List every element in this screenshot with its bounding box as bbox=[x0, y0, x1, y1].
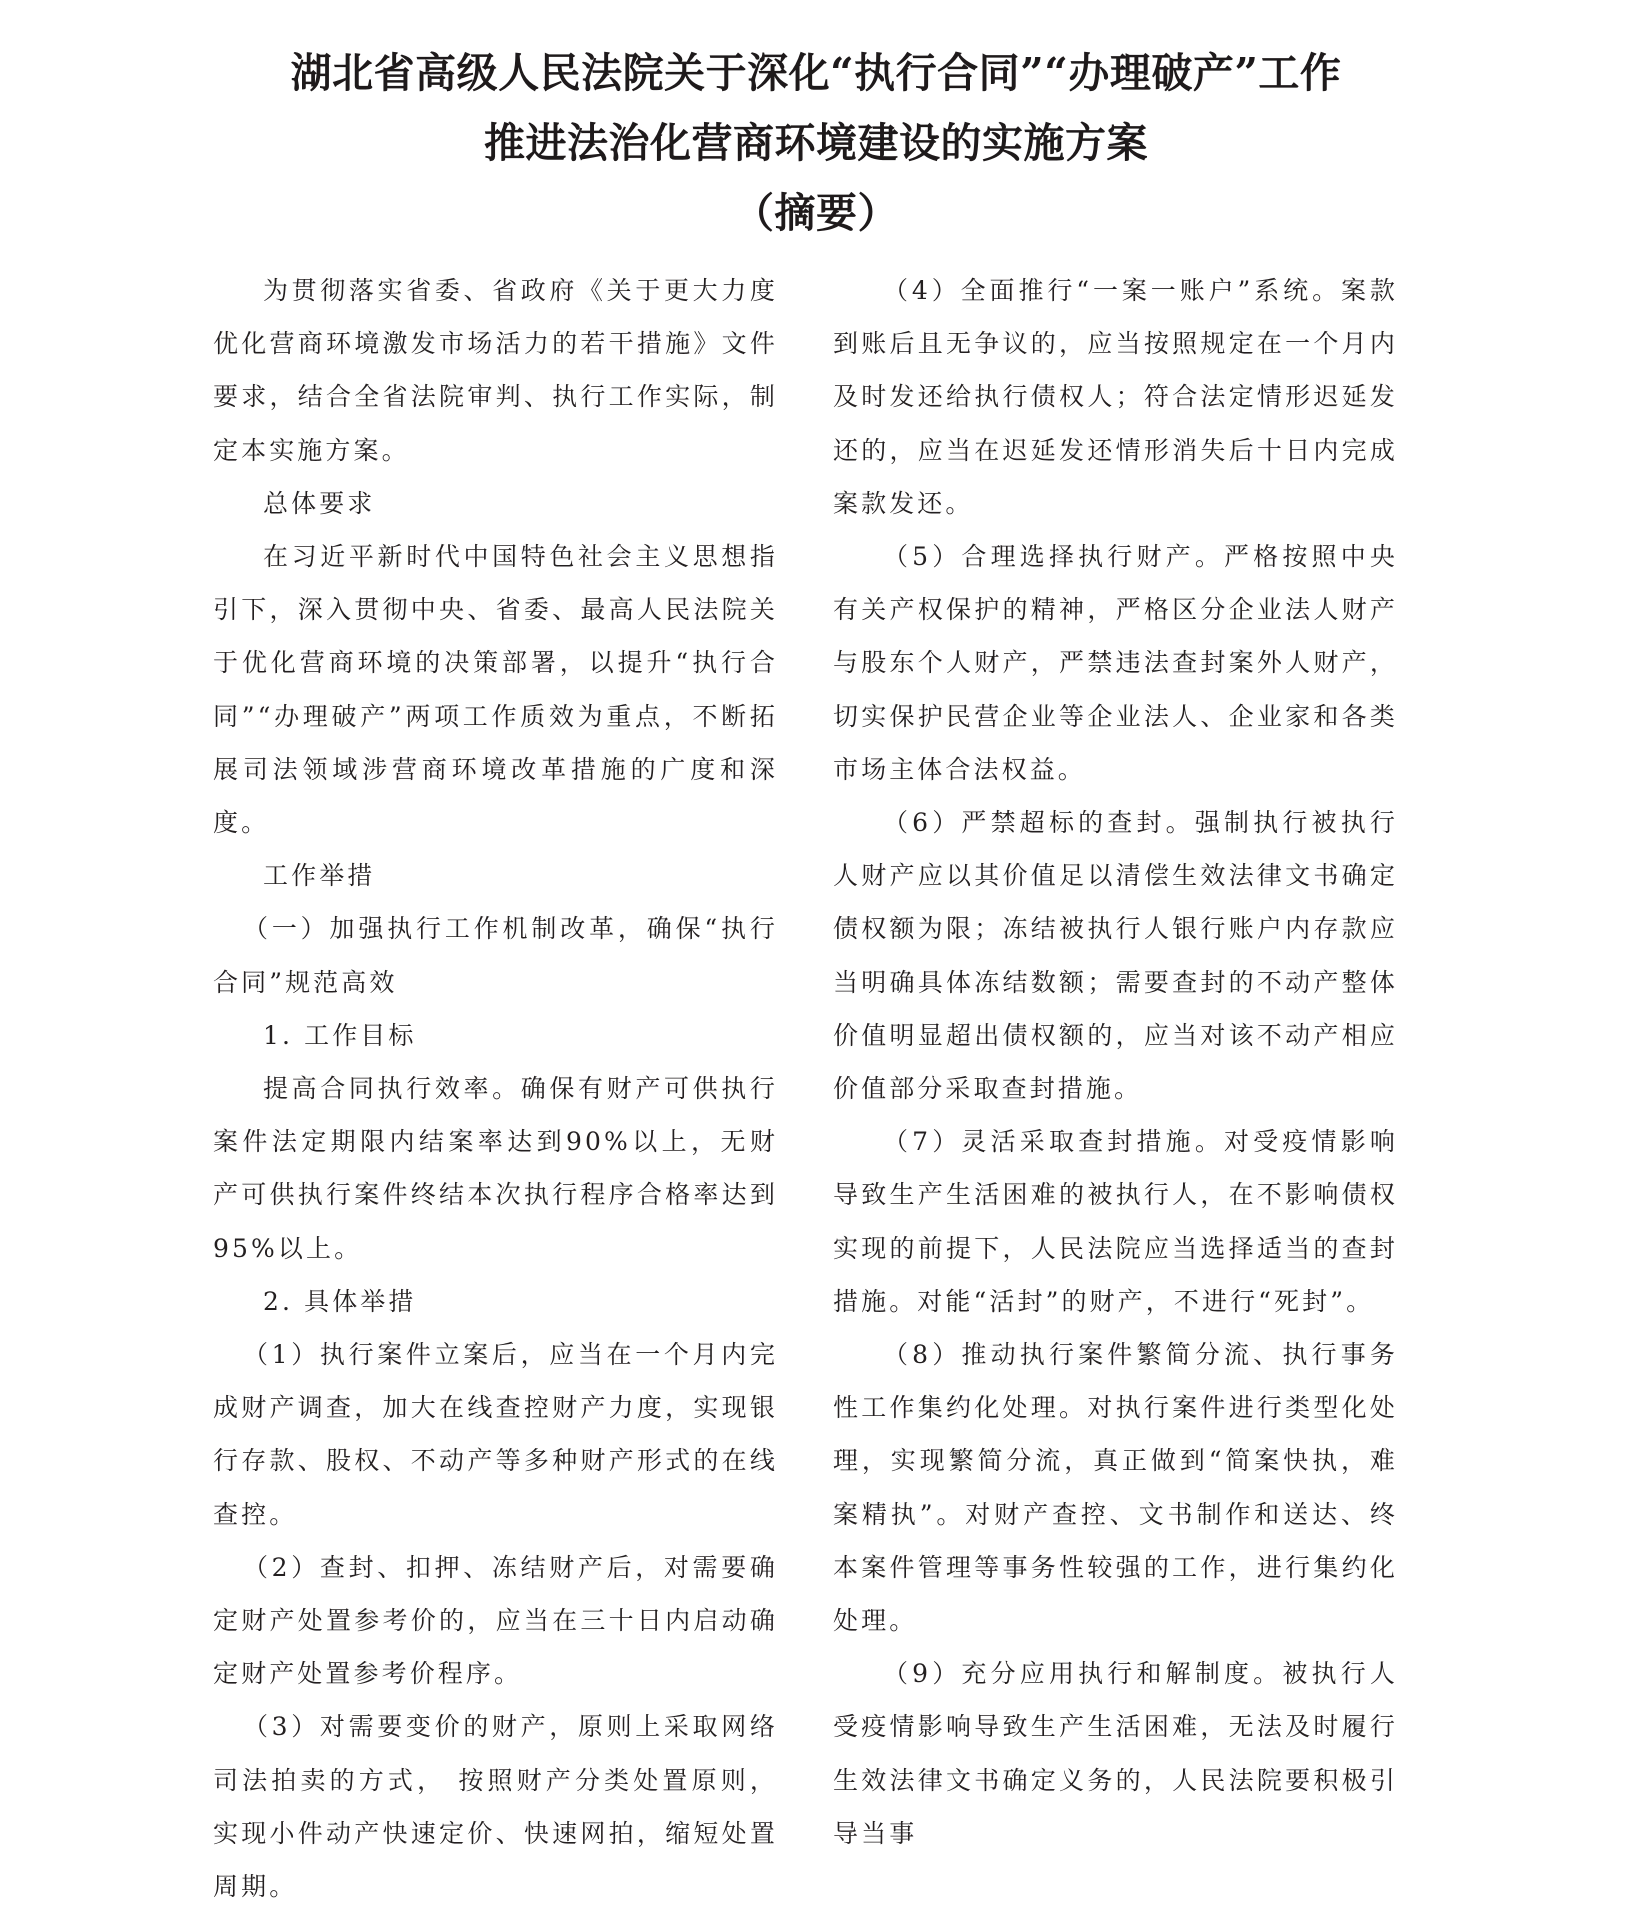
subsection-heading-1: （一）加强执行工作机制改革，确保“执行合同”规范高效 bbox=[213, 914, 778, 997]
measure-item-6: （6）严禁超标的查封。强制执行被执行人财产应以其价值足以清偿生效法律文书确定债权额为限；冻结被执行人银行账户内存款应当明确具体冻结数额；需要查封的不动产整体价值明显超出债权额的，应当对该不动产相应价值部分采取查封措施。 bbox=[833, 808, 1398, 1104]
document-title bbox=[0, 38, 1632, 248]
measure-item-5: （5）合理选择执行财产。严格按照中央有关产权保护的精神，严格区分企业法人财产与股东个人财产，严禁违法查封案外人财产，切实保护民营企业等企业法人、企业家和各类市场主体合法权益。 bbox=[833, 542, 1398, 784]
intro-paragraph: 为贯彻落实省委、省政府《关于更大力度优化营商环境激发市场活力的若干措施》文件要求，结合全省法院审判、执行工作实际，制定本实施方案。 bbox=[213, 276, 778, 465]
measure-item-1: （1）执行案件立案后，应当在一个月内完成财产调查，加大在线查控财产力度，实现银行存款、股权、不动产等多种财产形式的在线查控。 bbox=[213, 1340, 778, 1529]
measure-item-9: （9）充分应用执行和解制度。被执行人受疫情影响导致生产生活困难，无法及时履行生效法律文书确定义务的，人民法院要积极引导当事 bbox=[833, 1659, 1398, 1848]
title-line-3: （摘要） bbox=[733, 189, 899, 237]
measure-item-4: （4）全面推行“一案一账户”系统。案款到账后且无争议的，应当按照规定在一个月内及时发还给执行债权人；符合法定情形迟延发还的，应当在迟延发还情形消失后十日内完成案款发还。 bbox=[833, 276, 1398, 518]
measures-heading: 2. 具体举措 bbox=[263, 1286, 417, 1316]
measure-item-8: （8）推动执行案件繁简分流、执行事务性工作集约化处理。对执行案件进行类型化处理，实现繁简分流，真正做到“简案快执，难案精执”。对财产查控、文书制作和送达、终本案件管理等事务性较强的工作，进行集约化处理。 bbox=[833, 1340, 1398, 1636]
measure-item-3: （3）对需要变价的财产，原则上采取网络司法拍卖的方式， 按照财产分类处置原则，实现小件动产快速定价、快速网拍，缩短处置周期。 bbox=[213, 1712, 778, 1902]
goal-paragraph: 提高合同执行效率。确保有财产可供执行案件法定期限内结案率达到90%以上，无财产可供执行案件终结本次执行程序合格率达到95%以上。 bbox=[213, 1074, 778, 1263]
left-column bbox=[213, 264, 778, 1913]
section-heading-measures: 工作举措 bbox=[263, 861, 376, 891]
general-requirements-paragraph: 在习近平新时代中国特色社会主义思想指引下，深入贯彻中央、省委、最高人民法院关于优化营商环境的决策部署，以提升“执行合同”“办理破产”两项工作质效为重点，不断拓展司法领域涉营商环境改革措施的广度和深度。 bbox=[213, 542, 778, 838]
right-column bbox=[833, 264, 1398, 1860]
section-heading-general: 总体要求 bbox=[263, 488, 376, 518]
goal-heading: 1. 工作目标 bbox=[263, 1020, 417, 1050]
measure-item-7: （7）灵活采取查封措施。对受疫情影响导致生产生活困难的被执行人，在不影响债权实现的前提下，人民法院应当选择适当的查封措施。对能“活封”的财产，不进行“死封”。 bbox=[833, 1127, 1398, 1316]
title-line-1: 湖北省高级人民法院关于深化“执行合同”“办理破产”工作 bbox=[290, 49, 1342, 97]
measure-item-2: （2）查封、扣押、冻结财产后，对需要确定财产处置参考价的，应当在三十日内启动确定财产处置参考价程序。 bbox=[213, 1552, 778, 1689]
title-line-2: 推进法治化营商环境建设的实施方案 bbox=[484, 119, 1148, 167]
